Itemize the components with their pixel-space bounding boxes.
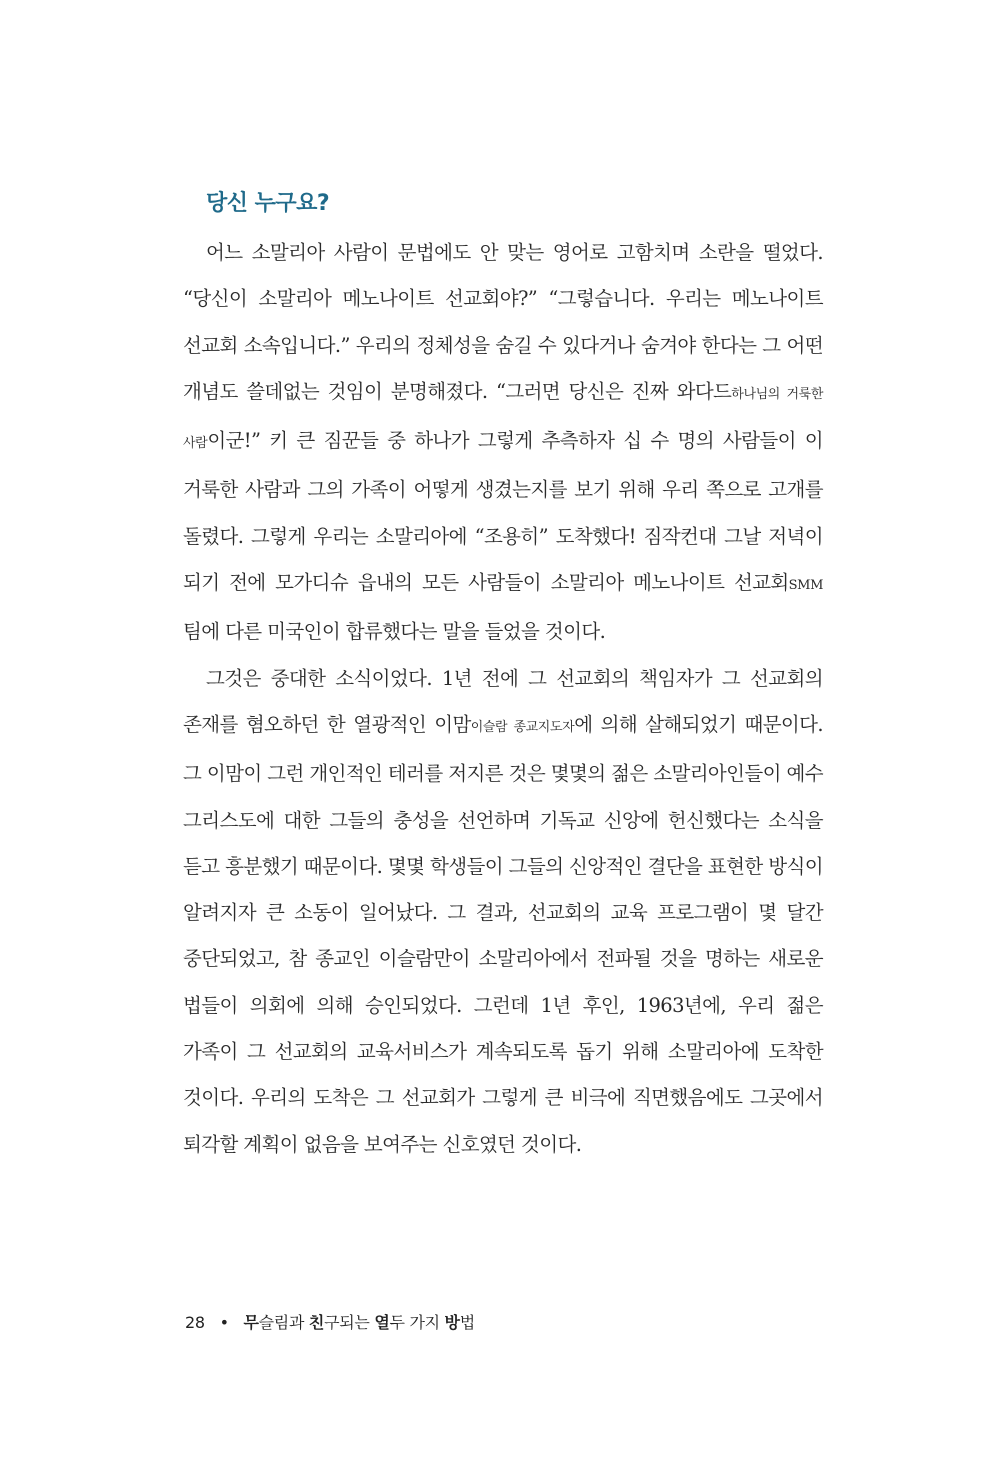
book-title-part: 친 xyxy=(308,1313,325,1332)
paragraph-2-text-1: 그것은 중대한 소식이었다. 1년 전에 그 선교회의 책임자가 그 선교회의 존재를 혐오하던 한 열광적인 이맘 xyxy=(183,666,823,736)
book-title-part: 법 xyxy=(459,1313,475,1332)
section-heading: 당신 누구요? xyxy=(206,191,330,216)
book-title-part: 구되는 xyxy=(324,1313,375,1332)
book-title xyxy=(244,1313,475,1332)
paragraph-1-text-1: 어느 소말리아 사람이 문법에도 안 맞는 영어로 고함치며 소란을 떨었다. “당신이 소말리아 메노나이트 선교회야?” “그렇습니다. 우리는 메노나이트 선교회 소속입니다.” 우리의 정체성을 숨길 수 있다거나 숨겨야 한다는 그 어떤 개념도 쓸데없는 것임이 분명해졌다. “그러면 당신은 진짜 와다드 xyxy=(183,241,823,403)
book-title-part: 열 xyxy=(374,1313,390,1332)
paragraph-1-text-3: 팀에 다른 미국인이 합류했다는 말을 들었을 것이다. xyxy=(183,620,606,644)
footer-bullet: • xyxy=(219,1313,229,1332)
page-footer xyxy=(185,1310,475,1333)
book-title-part: 두 가지 xyxy=(389,1313,445,1332)
paragraph-1-text-2: 이군!” 키 큰 짐꾼들 중 하나가 그렇게 추측하자 십 수 명의 사람들이 이 거룩한 사람과 그의 가족이 어떻게 생겼는지를 보기 위해 우리 쪽으로 고개를 돌렸다. 그렇게 우리는 소말리아에 “조용히” 도착했다! 짐작컨대 그날 저녁이 되기 전에 모가디슈 읍내의 모든 사람들이 소말리아 메노나이트 선교회 xyxy=(183,429,823,595)
book-title-part: 무 xyxy=(243,1313,259,1332)
paragraph-2 xyxy=(183,656,823,1168)
annotation-waddad: 하나님의 거룩한 사람 xyxy=(183,386,823,452)
paragraph-1 xyxy=(183,230,823,656)
page-number: 28 xyxy=(185,1313,205,1332)
body-text xyxy=(183,230,823,1168)
annotation-imam: 이슬람 종교지도자 xyxy=(470,719,575,735)
annotation-smm: SMM xyxy=(788,578,823,594)
paragraph-2-text-2: 에 의해 살해되었기 때문이다. 그 이맘이 그런 개인적인 테러를 저지른 것은 몇몇의 젊은 소말리아인들이 예수 그리스도에 대한 그들의 충성을 선언하며 기독교 신앙에 헌신했다는 소식을 듣고 흥분했기 때문이다. 몇몇 학생들이 그들의 신앙적인 결단을 표현한 방식이 알려지자 큰 소동이 일어났다. 그 결과, 선교회의 교육 프로그램이 몇 달간 중단되었고, 참 종교인 이슬람만이 소말리아에서 전파될 것을 명하는 새로운 법들이 의회에 의해 승인되었다. 그런데 1년 후인, 1963년에, 우리 젊은 가족이 그 선교회의 교육서비스가 계속되도록 돕기 위해 소말리아에 도착한 것이다. 우리의 도착은 그 선교회가 그렇게 큰 비극에 직면했음에도 그곳에서 퇴각할 계획이 없음을 보여주는 신호였던 것이다. xyxy=(183,712,824,1156)
book-title-part: 방 xyxy=(444,1313,460,1332)
book-title-part: 슬림과 xyxy=(258,1313,309,1332)
